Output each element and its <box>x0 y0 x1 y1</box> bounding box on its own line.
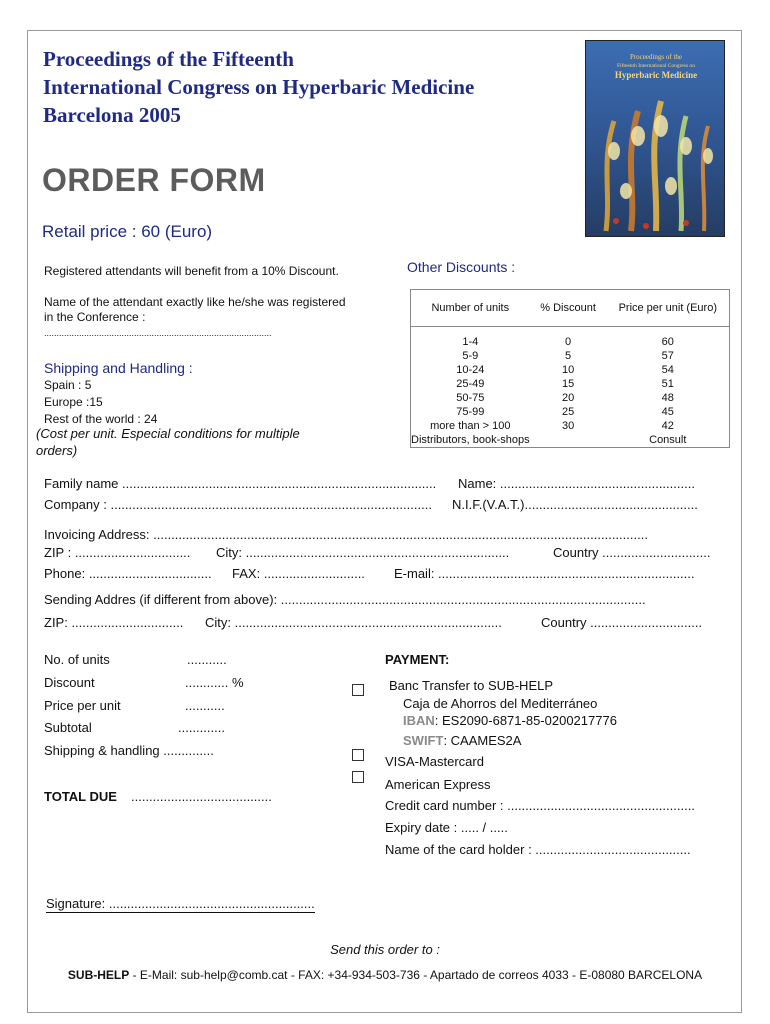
units-cell: 10-24 <box>456 363 485 376</box>
cover-text-line-3: Hyperbaric Medicine <box>614 70 698 80</box>
fax-field[interactable]: FAX: ............................ <box>232 566 365 581</box>
units-cell: 75-99 <box>456 405 485 418</box>
sending-zip-field[interactable]: ZIP: ............................... <box>44 615 184 630</box>
cost-note-line-1: (Cost per unit. Especial conditions for multiple <box>36 426 300 441</box>
phone-field[interactable]: Phone: .................................. <box>44 566 212 581</box>
swift-label: SWIFT <box>403 733 444 748</box>
subtotal-field[interactable]: ............. <box>178 720 225 735</box>
discount-cell: 20 <box>561 391 575 404</box>
bank-transfer-label: Banc Transfer to SUB-HELP <box>389 678 554 693</box>
other-discounts-title: Other Discounts : <box>407 259 516 275</box>
price-cell: Consult <box>649 433 687 446</box>
signature-field[interactable]: Signature: ......................................................... <box>46 896 315 911</box>
cover-text-line-2: Fifteenth International Congress on <box>616 63 696 69</box>
price-cell: 54 <box>661 363 674 376</box>
card-holder-field[interactable]: Name of the card holder : ........................................... <box>385 842 691 857</box>
cost-note-line-2: orders) <box>36 443 78 458</box>
header-discount: % Discount <box>530 290 607 327</box>
proceedings-title <box>43 45 474 129</box>
price-cell: 57 <box>661 349 674 362</box>
shipping-spain: Spain : 5 <box>44 378 92 392</box>
swift-value: : CAAMES2A <box>443 733 522 748</box>
nif-vat-field[interactable]: N.I.F.(V.A.T.)................................................ <box>452 497 698 512</box>
contact-line <box>0 968 770 982</box>
book-cover-image <box>585 40 725 237</box>
units-cell: more than > 100 <box>430 419 511 432</box>
order-form-heading: ORDER FORM <box>42 162 266 198</box>
price-cell: 48 <box>661 391 674 404</box>
discount-cell <box>530 433 607 448</box>
contact-details: - E-Mail: sub-help@comb.cat - FAX: +34-934-503-736 - Apartado de correos 4033 - E-08080 BARCELONA <box>129 968 703 982</box>
table-row <box>411 433 730 448</box>
city-field[interactable]: City: ......................................................................... <box>216 545 510 560</box>
discount-cell: 15 <box>561 377 575 390</box>
table-row <box>411 363 730 377</box>
units-field[interactable]: ........... <box>187 652 227 667</box>
visa-mastercard-checkbox[interactable] <box>352 749 364 761</box>
sending-address-field[interactable]: Sending Addres (if different from above): ..................................................................................................... <box>44 592 646 607</box>
visa-mastercard-label: VISA-Mastercard <box>385 754 484 769</box>
iban-label: IBAN <box>403 713 435 728</box>
total-due-field[interactable]: ....................................... <box>131 789 272 804</box>
units-cell: 1-4 <box>462 335 479 348</box>
name-field[interactable]: Name: ...................................................... <box>458 476 695 491</box>
send-order-note: Send this order to : <box>330 942 440 957</box>
expiry-date-field[interactable]: Expiry date : ..... / ..... <box>385 820 508 835</box>
table-row <box>411 377 730 391</box>
price-cell: 51 <box>661 377 674 390</box>
title-line-3: Barcelona 2005 <box>43 103 181 127</box>
title-line-2: International Congress on Hyperbaric Medicine <box>43 75 475 99</box>
header-units: Number of units <box>411 290 530 327</box>
price-per-unit-field[interactable]: ........... <box>185 698 225 713</box>
cover-text-line-1: Proceedings of the <box>629 53 683 61</box>
shipping-handling-field[interactable]: Shipping & handling .............. <box>44 743 214 758</box>
total-due-label: TOTAL DUE <box>44 789 117 804</box>
price-cell: 60 <box>661 335 674 348</box>
shipping-handling-title: Shipping and Handling : <box>44 360 193 376</box>
iban-value: : ES2090-6871-85-0200217776 <box>434 713 617 728</box>
sending-city-field[interactable]: City: .......................................................................... <box>205 615 502 630</box>
price-cell: 45 <box>661 405 674 418</box>
units-cell: 25-49 <box>456 377 485 390</box>
title-line-1: Proceedings of the Fifteenth <box>43 47 294 71</box>
subtotal-label: Subtotal <box>44 720 92 735</box>
table-row <box>411 419 730 433</box>
discount-field[interactable]: ............ % <box>185 675 244 690</box>
discount-cell: 10 <box>561 363 575 376</box>
zip-field[interactable]: ZIP : ................................ <box>44 545 191 560</box>
attendant-name-instruction-1: Name of the attendant exactly like he/she was registered <box>44 295 346 309</box>
bank-name: Caja de Ahorros del Mediterráneo <box>403 696 598 711</box>
shipping-europe: Europe :15 <box>44 395 103 409</box>
units-cell: 50-75 <box>456 391 485 404</box>
units-cell: Distributors, book-shops <box>411 433 530 446</box>
attendant-name-field[interactable]: ........................................................................................... <box>44 328 272 338</box>
american-express-checkbox[interactable] <box>352 771 364 783</box>
company-field[interactable]: Company : ......................................................................................... <box>44 497 432 512</box>
attendant-name-instruction-2: in the Conference : <box>44 310 146 324</box>
organization-name: SUB-HELP <box>67 968 130 982</box>
discount-table <box>410 289 730 448</box>
credit-card-number-field[interactable]: Credit card number : .................................................... <box>385 798 695 813</box>
registered-discount-note: Registered attendants will benefit from a 10% Discount. <box>44 264 339 278</box>
sending-country-field[interactable]: Country ............................... <box>541 615 703 630</box>
invoicing-address-field[interactable]: Invoicing Address: ......................................................................................................................................... <box>44 527 648 542</box>
price-cell: 42 <box>661 419 674 432</box>
table-row <box>411 391 730 405</box>
discount-cell: 30 <box>561 419 575 432</box>
table-row <box>411 349 730 363</box>
discount-label: Discount <box>44 675 95 690</box>
email-field[interactable]: E-mail: ....................................................................... <box>394 566 695 581</box>
country-field[interactable]: Country .............................. <box>553 545 711 560</box>
discount-cell: 5 <box>565 349 572 362</box>
table-row <box>411 405 730 419</box>
book-cover-art <box>586 41 725 237</box>
table-row <box>411 335 730 349</box>
shipping-rest-of-world: Rest of the world : 24 <box>44 412 158 426</box>
discount-cell: 0 <box>565 335 572 348</box>
payment-title: PAYMENT: <box>385 652 450 667</box>
discount-table-header <box>411 290 730 327</box>
bank-transfer-checkbox[interactable] <box>352 684 364 696</box>
price-per-unit-label: Price per unit <box>44 698 121 713</box>
family-name-field[interactable]: Family name ....................................................................................... <box>44 476 437 491</box>
units-label: No. of units <box>44 652 110 667</box>
iban-line <box>403 713 617 728</box>
american-express-label: American Express <box>385 777 491 792</box>
retail-price: Retail price : 60 (Euro) <box>42 222 213 241</box>
swift-line <box>403 733 521 748</box>
discount-cell: 25 <box>561 405 575 418</box>
header-price: Price per unit (Euro) <box>607 290 730 327</box>
units-cell: 5-9 <box>462 349 479 362</box>
